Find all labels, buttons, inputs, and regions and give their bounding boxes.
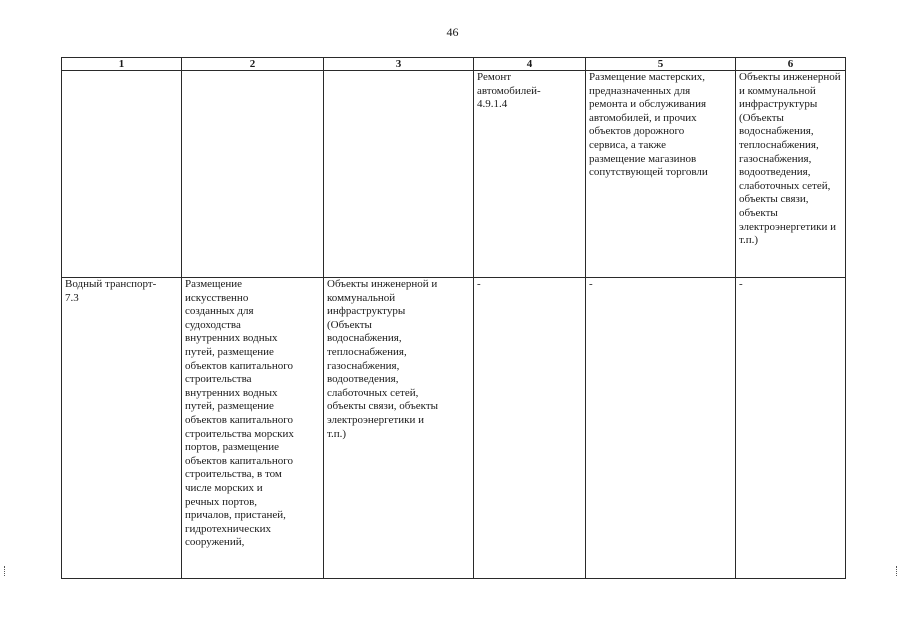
- table-cell: Объекты инженерной и коммунальной инфраструктуры (Объекты водоснабжения, теплоснабжения, газоснабжения, водоотведения, слаботочных сетей, объекты связи, объекты электроэнергетики и т.п.): [324, 278, 474, 579]
- table-row: [62, 71, 846, 278]
- table-cell: Объекты инженерной и коммунальной инфраструктуры (Объекты водоснабжения, теплоснабжения, газоснабжения, водоотведения, слаботочных сетей, объекты связи, объекты электроэнергетики и т.п.): [736, 71, 846, 278]
- table-cell: -: [586, 278, 736, 579]
- table-cell: Водный транспорт- 7.3: [62, 278, 182, 579]
- table-cell: -: [736, 278, 846, 579]
- table-cell: [324, 71, 474, 278]
- column-header-4: 4: [474, 58, 586, 71]
- column-header-6: 6: [736, 58, 846, 71]
- table-cell: [62, 71, 182, 278]
- scan-edge-mark: [896, 566, 900, 576]
- column-header-1: 1: [62, 58, 182, 71]
- table-cell: Размещение искусственно созданных для судоходства внутренних водных путей, размещение объектов капитального строительства внутренних водных путей, размещение объектов капитального строительства морских портов, размещение объектов капитального строительства, в том числе морских и речных портов, причалов, пристаней, гидротехнических сооружений,: [182, 278, 324, 579]
- page-number: 46: [446, 25, 459, 39]
- table-cell: Ремонт автомобилей- 4.9.1.4: [474, 71, 586, 278]
- table-cell: -: [474, 278, 586, 579]
- table-row: [62, 278, 846, 579]
- header-row: [62, 58, 846, 71]
- column-header-5: 5: [586, 58, 736, 71]
- table-cell: Размещение мастерских, предназначенных для ремонта и обслуживания автомобилей, и прочих объектов дорожного сервиса, а также размещение магазинов сопутствующей торговли: [586, 71, 736, 278]
- column-header-3: 3: [324, 58, 474, 71]
- table-cell: [182, 71, 324, 278]
- column-header-2: 2: [182, 58, 324, 71]
- scan-edge-mark: [4, 566, 8, 576]
- land-use-table: [61, 57, 846, 579]
